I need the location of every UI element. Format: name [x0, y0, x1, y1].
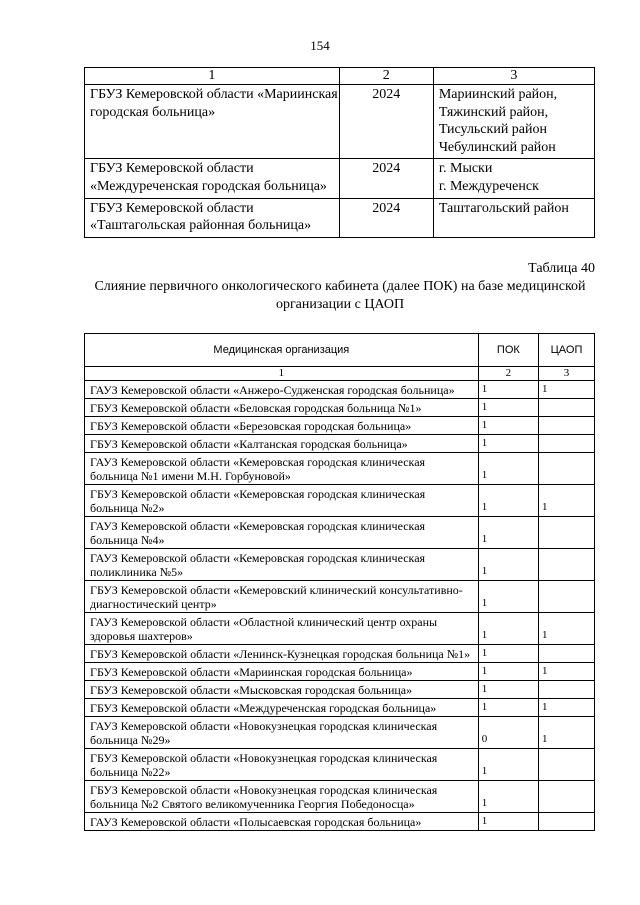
area-line: г. Междуреченск: [438, 178, 539, 194]
table-row: [85, 85, 595, 159]
caop-cell: [539, 435, 595, 453]
column-number: 2: [478, 367, 538, 381]
header-cell: 3: [433, 68, 594, 85]
year-cell: 2024: [339, 159, 433, 198]
pok-cell: 1: [478, 517, 538, 549]
header-cell: 2: [339, 68, 433, 85]
table-row: [85, 813, 595, 831]
organization-cell: ГАУЗ Кемеровской области «Кемеровская городская клиническая больница №4»: [85, 517, 479, 549]
pok-cell: 1: [478, 681, 538, 699]
pok-cell: 0: [478, 717, 538, 749]
caop-cell: 1: [539, 381, 595, 399]
table-number: Таблица 40: [528, 261, 595, 276]
header-cell: 1: [85, 68, 340, 85]
organization-cell: ГАУЗ Кемеровской области «Кемеровская городская клиническая больница №1 имени М.Н. Горбуновой»: [85, 453, 479, 485]
organization-cell: ГАУЗ Кемеровской области «Анжеро-Судженская городская больница»: [85, 381, 479, 399]
organization-cell: ГБУЗ Кемеровской области «Новокузнецкая городская клиническая больница №22»: [85, 749, 479, 781]
area-line: г. Мыски: [438, 161, 493, 177]
table-row: [85, 663, 595, 681]
caop-cell: [539, 749, 595, 781]
pok-cell: 1: [478, 749, 538, 781]
organization-cell: ГАУЗ Кемеровской области «Областной клинический центр охраны здоровья шахтеров»: [85, 613, 479, 645]
table-row: [85, 717, 595, 749]
organization-cell: ГБУЗ Кемеровской области «Мысковская городская больница»: [85, 681, 479, 699]
table-header-row: [85, 334, 595, 367]
organization-cell: ГБУЗ Кемеровской области «Мариинская городская больница»: [85, 663, 479, 681]
area-line: Тисульский район: [438, 122, 548, 138]
caop-cell: [539, 681, 595, 699]
organization-cell: ГБУЗ Кемеровской области «Ленинск-Кузнецкая городская больница №1»: [85, 645, 479, 663]
caop-cell: [539, 549, 595, 581]
caop-cell: [539, 813, 595, 831]
table-row: [85, 435, 595, 453]
caop-cell: 1: [539, 699, 595, 717]
header-pok: ПОК: [478, 334, 538, 367]
page-number: 154: [310, 38, 330, 53]
area-line: Мариинский район,: [438, 87, 558, 102]
pok-cell: 1: [478, 581, 538, 613]
table-row: [85, 549, 595, 581]
table-row: [85, 381, 595, 399]
table-row: [85, 485, 595, 517]
organization-cell: ГБУЗ Кемеровской области «Калтанская городская больница»: [85, 435, 479, 453]
caop-cell: [539, 417, 595, 435]
area-line: Тяжинский район,: [438, 104, 549, 120]
areas-cell: [433, 198, 594, 237]
organization-cell: ГБУЗ Кемеровской области «Междуреченская городская больница»: [85, 159, 340, 198]
header-caop: ЦАОП: [539, 334, 595, 367]
regions-table: [84, 67, 595, 238]
pok-cell: 1: [478, 813, 538, 831]
organization-cell: ГБУЗ Кемеровской области «Беловская городская больница №1»: [85, 399, 479, 417]
column-number: 1: [85, 367, 479, 381]
pok-cell: 1: [478, 549, 538, 581]
table-header-row: [85, 68, 595, 85]
table-row: [85, 681, 595, 699]
table-row: [85, 417, 595, 435]
caop-cell: [539, 399, 595, 417]
table-row: [85, 781, 595, 813]
table-row: [85, 581, 595, 613]
organization-cell: ГБУЗ Кемеровской области «Таштагольская районная больница»: [85, 198, 340, 237]
pok-cell: 1: [478, 381, 538, 399]
caop-cell: [539, 781, 595, 813]
organization-cell: ГБУЗ Кемеровской области «Березовская городская больница»: [85, 417, 479, 435]
pok-cell: 1: [478, 453, 538, 485]
table-row: [85, 749, 595, 781]
pok-cell: 1: [478, 417, 538, 435]
table-row: [85, 399, 595, 417]
organization-cell: ГБУЗ Кемеровской области «Кемеровский клинический консультативно-диагностический центр»: [85, 581, 479, 613]
pok-cell: 1: [478, 485, 538, 517]
areas-cell: [433, 159, 594, 198]
pok-cell: 1: [478, 399, 538, 417]
year-cell: 2024: [339, 198, 433, 237]
pok-cell: 1: [478, 781, 538, 813]
header-organization: Медицинская организация: [85, 334, 479, 367]
caop-cell: 1: [539, 613, 595, 645]
table-row: [85, 159, 595, 198]
pok-cell: 1: [478, 699, 538, 717]
caop-cell: [539, 517, 595, 549]
caop-cell: [539, 581, 595, 613]
pok-cell: 1: [478, 663, 538, 681]
caop-cell: [539, 453, 595, 485]
table-row: [85, 453, 595, 485]
table-row: [85, 645, 595, 663]
organization-cell: ГБУЗ Кемеровской области «Мариинская городская больница»: [85, 85, 340, 159]
areas-cell: [433, 85, 594, 159]
caop-cell: 1: [539, 663, 595, 681]
pok-cell: 1: [478, 645, 538, 663]
organization-cell: ГАУЗ Кемеровской области «Новокузнецкая городская клиническая больница №29»: [85, 717, 479, 749]
table-row: [85, 198, 595, 237]
organization-cell: ГАУЗ Кемеровской области «Полысаевская городская больница»: [85, 813, 479, 831]
organization-cell: ГБУЗ Кемеровской области «Кемеровская городская клиническая больница №2»: [85, 485, 479, 517]
oncology-merge-table: [84, 333, 595, 831]
area-line: Чебулинский район: [438, 139, 556, 155]
column-number: 3: [539, 367, 595, 381]
organization-cell: ГБУЗ Кемеровской области «Междуреченская городская больница»: [85, 699, 479, 717]
pok-cell: 1: [478, 435, 538, 453]
column-number-row: [85, 367, 595, 381]
caop-cell: 1: [539, 717, 595, 749]
organization-cell: ГАУЗ Кемеровской области «Кемеровская городская клиническая поликлиника №5»: [85, 549, 479, 581]
organization-cell: ГБУЗ Кемеровской области «Новокузнецкая городская клиническая больница №2 Святого великомученника Георгия Победоносца»: [85, 781, 479, 813]
caop-cell: [539, 645, 595, 663]
table-row: [85, 613, 595, 645]
caop-cell: 1: [539, 485, 595, 517]
year-cell: 2024: [339, 85, 433, 159]
table-title: Слияние первичного онкологического кабинета (далее ПОК) на базе медицинской организации с ЦАОП: [94, 279, 586, 312]
area-line: Таштагольский район: [438, 200, 569, 216]
table-row: [85, 699, 595, 717]
table-row: [85, 517, 595, 549]
pok-cell: 1: [478, 613, 538, 645]
